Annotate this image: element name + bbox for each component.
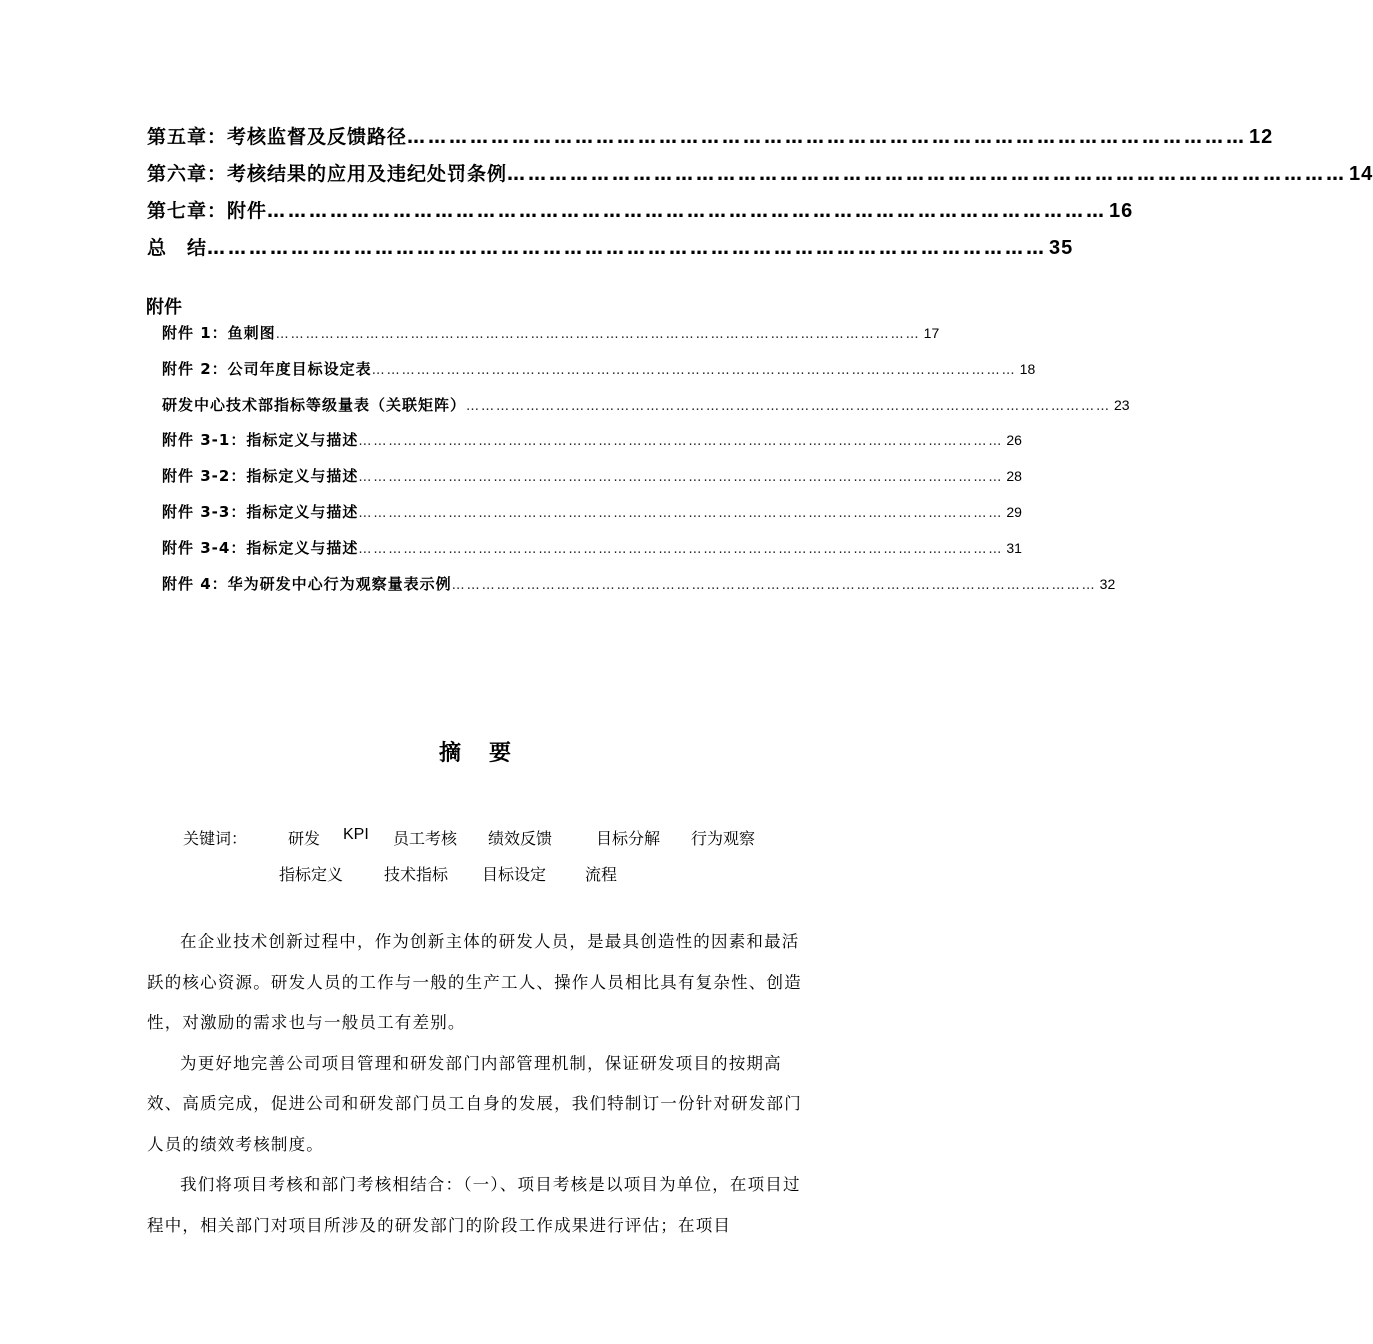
toc-attachment-entry[interactable] — [162, 388, 1130, 424]
toc-entry-title: 第五章：考核监督及反馈路径 — [147, 126, 408, 148]
toc-entry-page: 18 — [1019, 360, 1036, 377]
abstract-body — [147, 922, 809, 1246]
keyword: 绩效反馈 — [488, 829, 553, 848]
toc-leader-dots: ………………………………………………………………………………………………………………… — [358, 470, 1004, 486]
toc-entry-title: 附件 3-3：指标定义与描述 — [162, 502, 359, 521]
keyword: 目标分解 — [596, 829, 661, 848]
toc-attachments-list — [162, 316, 1130, 602]
toc-entry-title: 附件 1：鱼刺图 — [162, 324, 276, 342]
toc-attachment-entry[interactable] — [162, 531, 1022, 567]
abstract-paragraph: 在企业技术创新过程中，作为创新主体的研发人员，是最具创造性的因素和最活跃的核心资源。研发人员的工作与一般的生产工人、操作人员相比具有复杂性、创造性，对激励的需求也与一般员工有差别。 — [147, 932, 802, 1032]
toc-entry-title: 附件 4：华为研发中心行为观察量表示例 — [162, 574, 452, 593]
toc-entry-page: 17 — [923, 325, 940, 341]
toc-entry-page: 32 — [1099, 575, 1116, 592]
toc-entry-page: 28 — [1006, 468, 1022, 485]
toc-entry[interactable] — [147, 233, 1074, 270]
toc-leader-dots: ………………………………………………………………………………………………………………… — [358, 505, 1004, 521]
toc-entry[interactable] — [147, 159, 1373, 196]
toc-entry-title: 附件 3-2：指标定义与描述 — [162, 467, 359, 486]
toc-entry-title: 第七章：附件 — [147, 200, 268, 222]
keyword: 技术指标 — [384, 865, 449, 884]
toc-attachment-entry[interactable] — [162, 495, 1022, 531]
toc-entry-page: 26 — [1006, 432, 1022, 449]
toc-entry-page: 29 — [1006, 503, 1022, 520]
toc-entry-title: 附件 3-1：指标定义与描述 — [162, 431, 359, 450]
abstract-title: 摘要 — [438, 741, 539, 766]
toc-leader-dots: ………………………………………………………………………………………………………… — [507, 164, 1348, 185]
keyword: 员工考核 — [393, 829, 458, 848]
toc-entry-page: 31 — [1006, 539, 1022, 556]
abstract-paragraph: 我们将项目考核和部门考核相结合：（一）、项目考核是以项目为单位，在项目过程中，相关部门对项目所涉及的研发部门的阶段工作成果进行评估；在项目 — [147, 1175, 801, 1235]
toc-entry-page: 16 — [1109, 200, 1134, 222]
toc-entry-page: 12 — [1249, 126, 1274, 148]
toc-leader-dots: ………………………………………………………………………………………………………………… — [371, 362, 1017, 378]
toc-attachment-entry[interactable] — [162, 459, 1022, 495]
toc-entry-page: 23 — [1114, 396, 1130, 413]
toc-entry-title: 总 结 — [147, 237, 208, 259]
keyword: KPI — [343, 826, 369, 843]
keyword: 目标设定 — [482, 865, 547, 884]
toc-entry[interactable] — [147, 122, 1274, 159]
toc-main-list — [147, 122, 1373, 270]
toc-entry-title: 研发中心技术部指标等级量表（关联矩阵） — [162, 395, 467, 414]
toc-leader-dots: ………………………………………………………………………………………………………… — [207, 238, 1048, 259]
toc-entry[interactable] — [147, 196, 1134, 233]
keyword: 行为观察 — [691, 829, 756, 848]
toc-leader-dots: ………………………………………………………………………………………………………… — [407, 127, 1248, 148]
keywords-label: 关键词： — [183, 829, 248, 848]
toc-leader-dots: ………………………………………………………………………………………………………………… — [358, 434, 1004, 450]
toc-leader-dots: ………………………………………………………………………………………………………………… — [466, 398, 1112, 414]
toc-entry-page: 35 — [1049, 237, 1074, 259]
keyword: 流程 — [585, 865, 618, 884]
toc-attachment-entry[interactable] — [162, 567, 1116, 603]
toc-entry-page: 14 — [1349, 163, 1373, 185]
toc-entry-title: 附件 2：公司年度目标设定表 — [162, 359, 372, 378]
toc-entry-title: 附件 3-4：指标定义与描述 — [162, 538, 359, 557]
toc-leader-dots: ………………………………………………………………………………………………………………… — [358, 541, 1004, 557]
abstract-paragraph: 为更好地完善公司项目管理和研发部门内部管理机制，保证研发项目的按期高效、高质完成，促进公司和研发部门员工自身的发展，我们特制订一份针对研发部门人员的绩效考核制度。 — [147, 1053, 802, 1154]
attachments-heading: 附件 — [146, 297, 182, 318]
keyword: 研发 — [288, 829, 321, 848]
toc-leader-dots: ………………………………………………………………………………………………………………… — [275, 327, 921, 342]
keyword: 指标定义 — [279, 865, 344, 884]
toc-leader-dots: ………………………………………………………………………………………………………………… — [451, 577, 1097, 593]
toc-attachment-entry[interactable] — [162, 423, 1022, 459]
toc-attachment-entry[interactable] — [162, 316, 940, 352]
toc-attachment-entry[interactable] — [162, 352, 1036, 388]
toc-entry-title: 第六章：考核结果的应用及违纪处罚条例 — [147, 163, 508, 185]
toc-leader-dots: ………………………………………………………………………………………………………… — [267, 201, 1108, 222]
